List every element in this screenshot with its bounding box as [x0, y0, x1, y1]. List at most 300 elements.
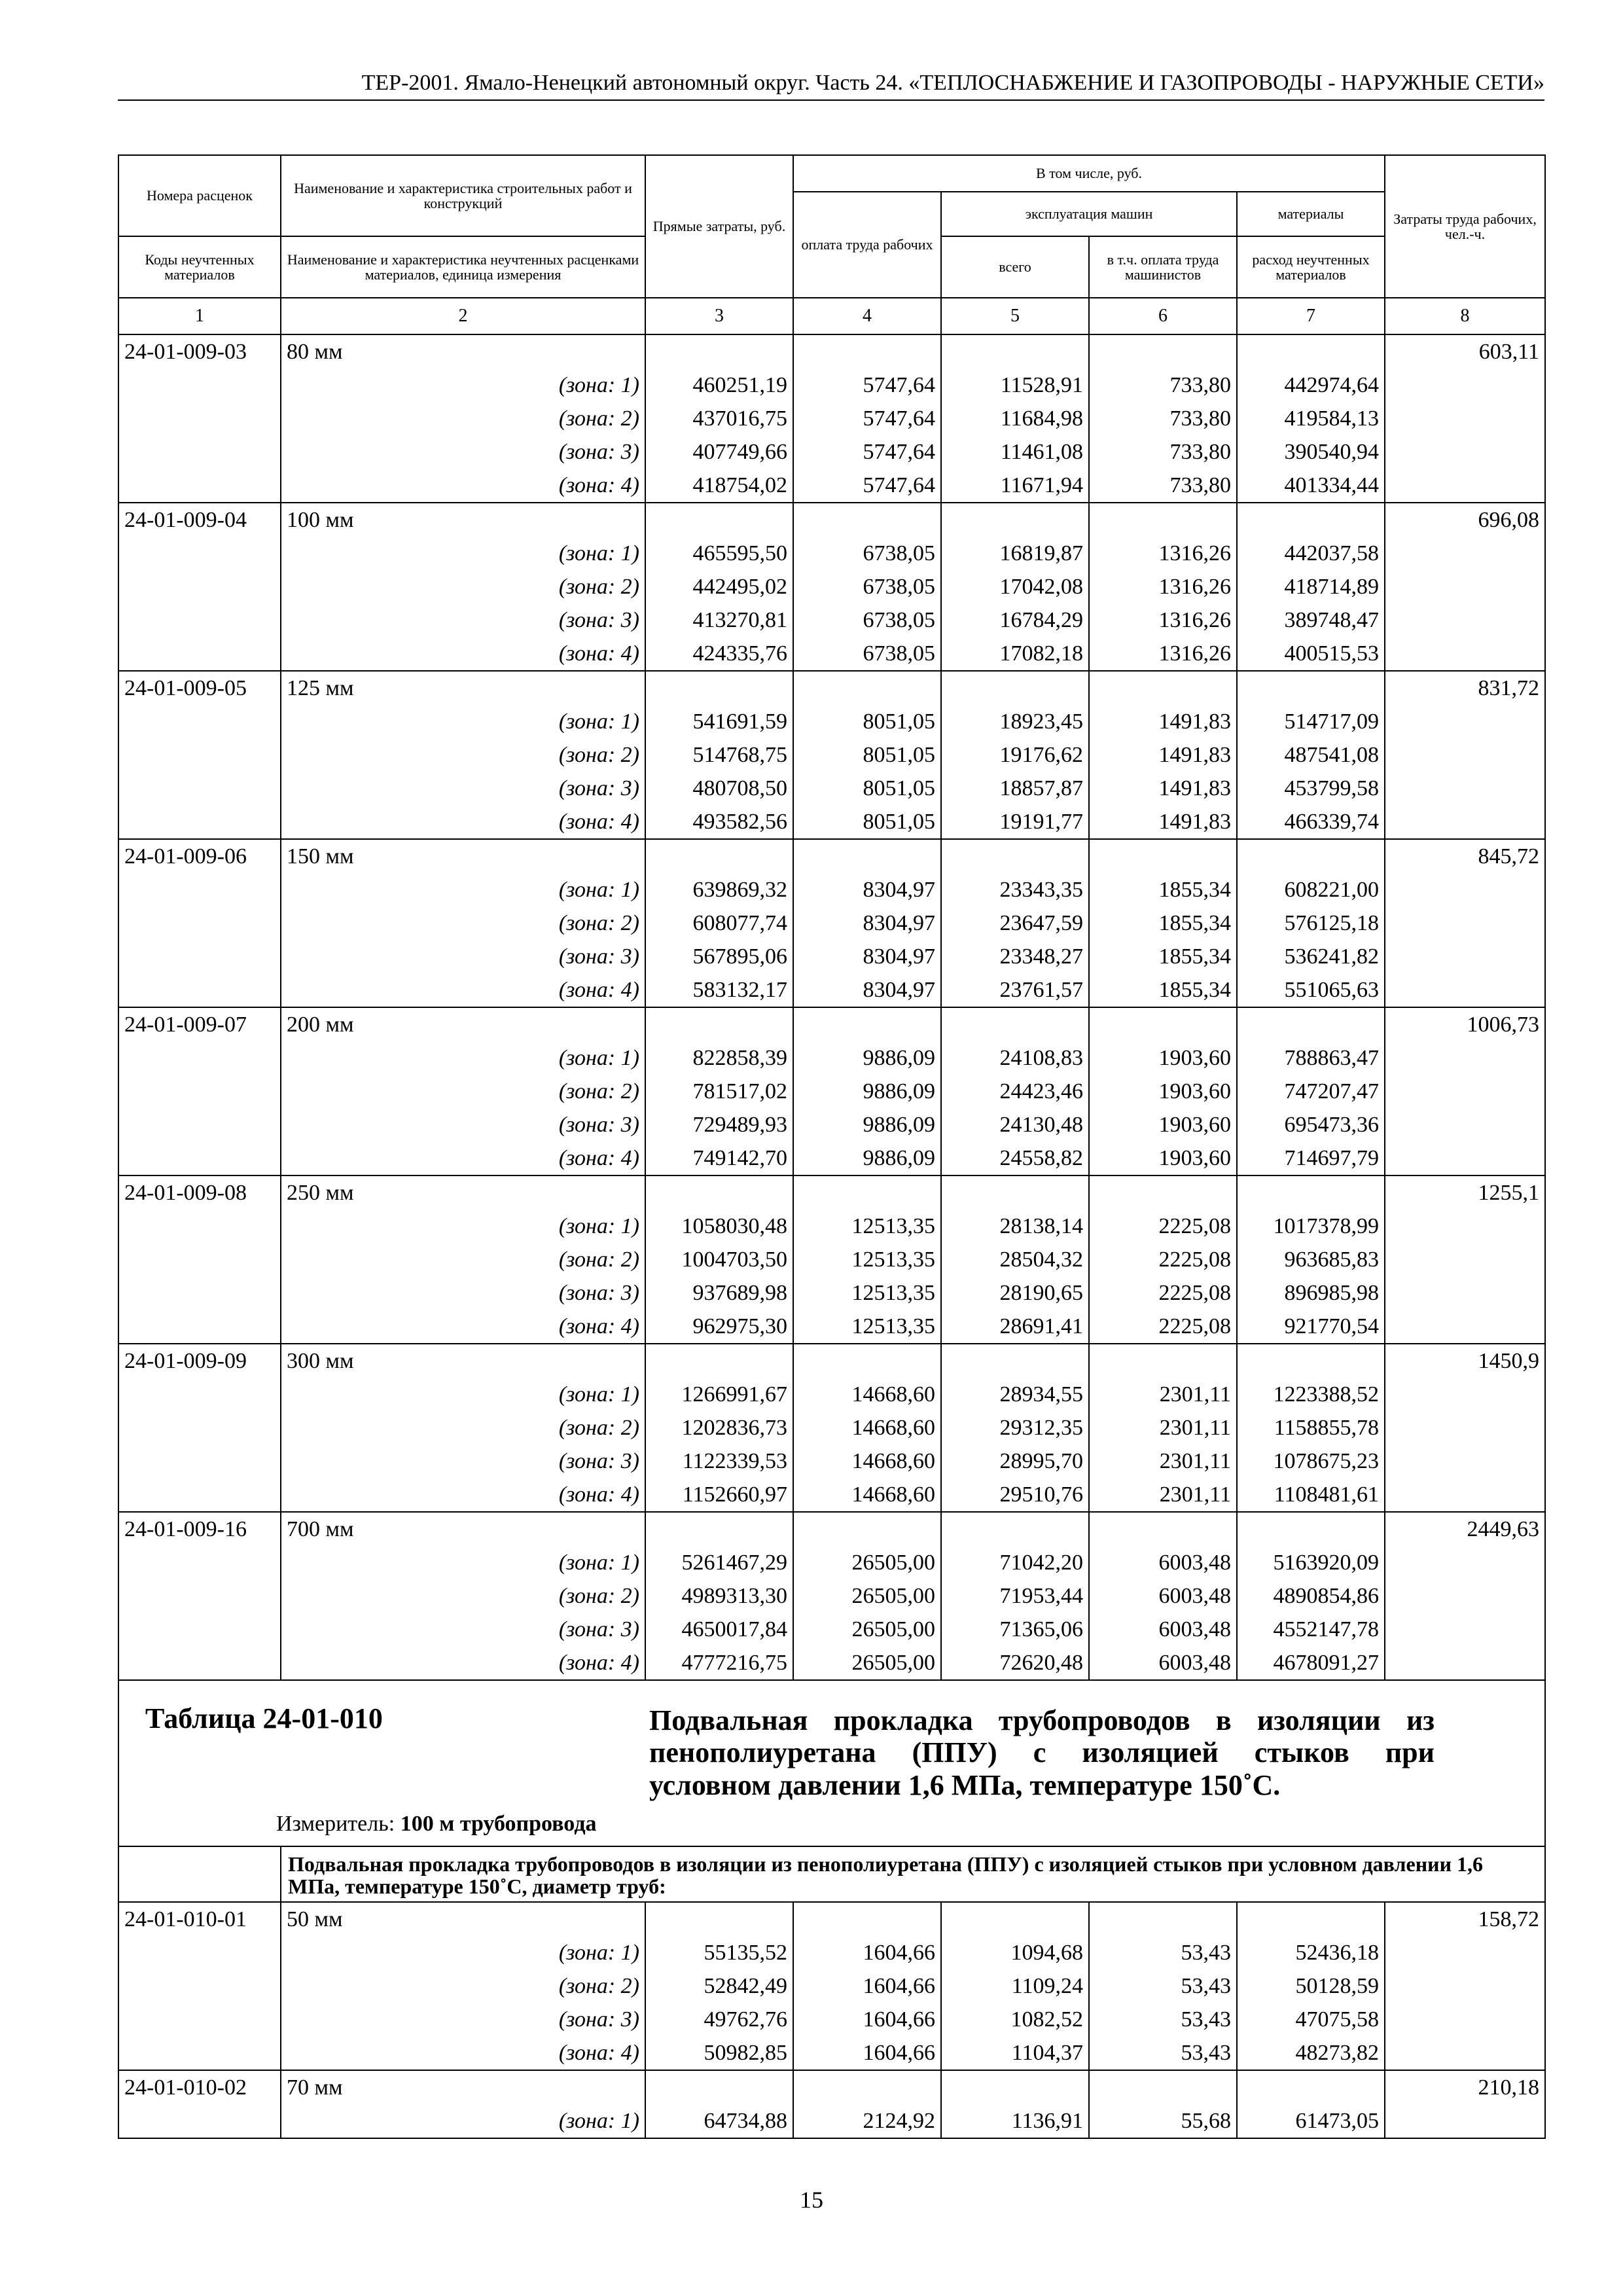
- machine-total-value: 19191,77: [941, 805, 1089, 839]
- worker-pay-value: 5747,64: [793, 368, 941, 402]
- zone-label: (зона: 3): [281, 1108, 645, 1141]
- operator-pay-value: 55,68: [1089, 2104, 1237, 2138]
- direct-costs-value: 4989313,30: [645, 1579, 793, 1613]
- worker-pay-value: 8051,05: [793, 705, 941, 738]
- worker-pay-value: 9886,09: [793, 1141, 941, 1175]
- machine-total-value: 28504,32: [941, 1243, 1089, 1276]
- machine-total-value: 1136,91: [941, 2104, 1089, 2138]
- empty-cell: [645, 1512, 793, 1546]
- operator-pay-value: 2301,11: [1089, 1478, 1237, 1512]
- col-number: 2: [281, 298, 645, 334]
- empty-cell: [1385, 1075, 1545, 1108]
- empty-cell: [793, 334, 941, 368]
- materials-value: 536241,82: [1237, 940, 1385, 973]
- zone-row: [118, 1444, 1545, 1478]
- materials-value: 1017378,99: [1237, 1210, 1385, 1243]
- worker-pay-value: 26505,00: [793, 1613, 941, 1646]
- empty-cell: [793, 1175, 941, 1210]
- empty-cell: [941, 1344, 1089, 1378]
- zone-label: (зона: 1): [281, 1378, 645, 1411]
- zone-row: [118, 1310, 1545, 1344]
- zone-label: (зона: 2): [281, 1243, 645, 1276]
- empty-cell: [118, 1276, 281, 1310]
- empty-cell: [1385, 973, 1545, 1007]
- zone-label: (зона: 3): [281, 1444, 645, 1478]
- worker-pay-value: 26505,00: [793, 1546, 941, 1579]
- empty-cell: [1385, 603, 1545, 637]
- worker-pay-value: 6738,05: [793, 603, 941, 637]
- rate-code: 24-01-009-16: [118, 1512, 281, 1546]
- table-title-cell: [118, 1680, 1545, 1846]
- empty-cell: [941, 671, 1089, 705]
- table-body-part-1: [118, 334, 1545, 1680]
- empty-cell: [118, 1579, 281, 1613]
- rate-entry-row: [118, 503, 1545, 537]
- machine-total-value: 18923,45: [941, 705, 1089, 738]
- col-header-labor-costs: Затраты труда рабочих, чел.-ч.: [1385, 155, 1545, 298]
- col-header-material-consumption: расход неучтенных материалов: [1237, 236, 1385, 298]
- empty-cell: [1237, 839, 1385, 873]
- empty-cell: [941, 1512, 1089, 1546]
- zone-label: (зона: 4): [281, 469, 645, 503]
- zone-row: [118, 705, 1545, 738]
- col-header-work-name: Наименование и характеристика строительных работ и конструкций: [281, 155, 645, 236]
- zone-label: (зона: 1): [281, 1041, 645, 1075]
- empty-cell: [118, 1041, 281, 1075]
- empty-cell: [941, 503, 1089, 537]
- empty-cell: [118, 738, 281, 772]
- direct-costs-value: 480708,50: [645, 772, 793, 805]
- operator-pay-value: 733,80: [1089, 402, 1237, 435]
- zone-label: (зона: 4): [281, 1646, 645, 1680]
- table-description-line-3: условном давлении 1,6 МПа, температуре 150˚С.: [649, 1768, 1281, 1801]
- machine-total-value: 71953,44: [941, 1579, 1089, 1613]
- empty-cell: [1385, 2036, 1545, 2070]
- empty-cell: [1385, 368, 1545, 402]
- empty-cell: [118, 705, 281, 738]
- worker-pay-value: 12513,35: [793, 1210, 941, 1243]
- materials-value: 4552147,78: [1237, 1613, 1385, 1646]
- empty-cell: [1089, 1344, 1237, 1378]
- empty-cell: [118, 805, 281, 839]
- rate-name: 50 мм: [281, 1902, 645, 1936]
- labor-cost: 2449,63: [1385, 1512, 1545, 1546]
- empty-cell: [118, 469, 281, 503]
- materials-value: 466339,74: [1237, 805, 1385, 839]
- operator-pay-value: 2225,08: [1089, 1276, 1237, 1310]
- zone-label: (зона: 4): [281, 973, 645, 1007]
- rate-code: 24-01-009-03: [118, 334, 281, 368]
- col-header-operator-pay: в т.ч. оплата труда машинистов: [1089, 236, 1237, 298]
- rate-name: 200 мм: [281, 1007, 645, 1041]
- col-number: 8: [1385, 298, 1545, 334]
- rate-entry-row: [118, 2070, 1545, 2104]
- operator-pay-value: 1316,26: [1089, 603, 1237, 637]
- worker-pay-value: 8304,97: [793, 940, 941, 973]
- empty-cell: [1385, 1969, 1545, 2003]
- table-body-part-2: [118, 1902, 1545, 2138]
- worker-pay-value: 1604,66: [793, 1969, 941, 2003]
- direct-costs-value: 514768,75: [645, 738, 793, 772]
- direct-costs-value: 1152660,97: [645, 1478, 793, 1512]
- empty-cell: [1237, 2070, 1385, 2104]
- zone-row: [118, 1478, 1545, 1512]
- operator-pay-value: 53,43: [1089, 2003, 1237, 2036]
- zone-row: [118, 1613, 1545, 1646]
- empty-cell: [645, 334, 793, 368]
- empty-cell: [645, 1007, 793, 1041]
- operator-pay-value: 1903,60: [1089, 1041, 1237, 1075]
- machine-total-value: 11671,94: [941, 469, 1089, 503]
- direct-costs-value: 465595,50: [645, 537, 793, 570]
- worker-pay-value: 6738,05: [793, 637, 941, 671]
- empty-cell: [1237, 671, 1385, 705]
- zone-label: (зона: 3): [281, 940, 645, 973]
- rate-name: 150 мм: [281, 839, 645, 873]
- col-number: 3: [645, 298, 793, 334]
- operator-pay-value: 1855,34: [1089, 940, 1237, 973]
- empty-cell: [1385, 1041, 1545, 1075]
- machine-total-value: 23761,57: [941, 973, 1089, 1007]
- operator-pay-value: 6003,48: [1089, 1546, 1237, 1579]
- col-header-including: В том числе, руб.: [793, 155, 1385, 192]
- materials-value: 61473,05: [1237, 2104, 1385, 2138]
- table-header: [118, 155, 1545, 334]
- empty-cell: [1385, 738, 1545, 772]
- zone-row: [118, 570, 1545, 603]
- zone-label: (зона: 3): [281, 603, 645, 637]
- machine-total-value: 24108,83: [941, 1041, 1089, 1075]
- empty-cell: [793, 1902, 941, 1936]
- materials-value: 608221,00: [1237, 873, 1385, 906]
- subheader-blank-cell: [118, 1846, 281, 1902]
- operator-pay-value: 6003,48: [1089, 1579, 1237, 1613]
- empty-cell: [1237, 1175, 1385, 1210]
- materials-value: 921770,54: [1237, 1310, 1385, 1344]
- direct-costs-value: 1202836,73: [645, 1411, 793, 1444]
- machine-total-value: 28934,55: [941, 1378, 1089, 1411]
- worker-pay-value: 5747,64: [793, 402, 941, 435]
- rates-table-wrapper: [118, 154, 1544, 2139]
- empty-cell: [941, 839, 1089, 873]
- worker-pay-value: 26505,00: [793, 1646, 941, 1680]
- empty-cell: [1089, 1902, 1237, 1936]
- empty-cell: [1385, 705, 1545, 738]
- empty-cell: [941, 334, 1089, 368]
- worker-pay-value: 8051,05: [793, 805, 941, 839]
- materials-value: 47075,58: [1237, 2003, 1385, 2036]
- table-title-row: [118, 1680, 1545, 1846]
- materials-value: 48273,82: [1237, 2036, 1385, 2070]
- worker-pay-value: 5747,64: [793, 435, 941, 469]
- machine-total-value: 1094,68: [941, 1936, 1089, 1969]
- materials-value: 963685,83: [1237, 1243, 1385, 1276]
- machine-total-value: 24423,46: [941, 1075, 1089, 1108]
- materials-value: 401334,44: [1237, 469, 1385, 503]
- direct-costs-value: 55135,52: [645, 1936, 793, 1969]
- empty-cell: [118, 603, 281, 637]
- empty-cell: [1385, 570, 1545, 603]
- empty-cell: [1385, 1936, 1545, 1969]
- empty-cell: [1385, 772, 1545, 805]
- rate-code: 24-01-009-05: [118, 671, 281, 705]
- empty-cell: [1089, 2070, 1237, 2104]
- zone-label: (зона: 3): [281, 435, 645, 469]
- direct-costs-value: 49762,76: [645, 2003, 793, 2036]
- worker-pay-value: 6738,05: [793, 570, 941, 603]
- table-description-line-2: из пенополиуретана (ППУ) с изоляцией стыков при: [649, 1704, 1435, 1769]
- zone-label: (зона: 3): [281, 772, 645, 805]
- zone-label: (зона: 1): [281, 537, 645, 570]
- empty-cell: [1385, 2104, 1545, 2138]
- rate-code: 24-01-009-04: [118, 503, 281, 537]
- empty-cell: [118, 1444, 281, 1478]
- empty-cell: [1089, 503, 1237, 537]
- zone-row: [118, 402, 1545, 435]
- rate-name: 700 мм: [281, 1512, 645, 1546]
- zone-label: (зона: 4): [281, 1478, 645, 1512]
- rate-name: 70 мм: [281, 2070, 645, 2104]
- empty-cell: [118, 570, 281, 603]
- operator-pay-value: 2225,08: [1089, 1210, 1237, 1243]
- zone-label: (зона: 1): [281, 873, 645, 906]
- col-header-worker-pay: оплата труда рабочих: [793, 192, 941, 298]
- empty-cell: [118, 1378, 281, 1411]
- rate-code: 24-01-009-09: [118, 1344, 281, 1378]
- empty-cell: [118, 2036, 281, 2070]
- worker-pay-value: 1604,66: [793, 1936, 941, 1969]
- machine-total-value: 29510,76: [941, 1478, 1089, 1512]
- machine-total-value: 1082,52: [941, 2003, 1089, 2036]
- measure-unit: [276, 1813, 597, 1835]
- machine-total-value: 28190,65: [941, 1276, 1089, 1310]
- operator-pay-value: 733,80: [1089, 469, 1237, 503]
- worker-pay-value: 14668,60: [793, 1478, 941, 1512]
- empty-cell: [1089, 1512, 1237, 1546]
- empty-cell: [118, 1243, 281, 1276]
- labor-cost: 158,72: [1385, 1902, 1545, 1936]
- zone-row: [118, 738, 1545, 772]
- empty-cell: [118, 537, 281, 570]
- empty-cell: [645, 839, 793, 873]
- zone-label: (зона: 2): [281, 1969, 645, 2003]
- zone-row: [118, 368, 1545, 402]
- zone-row: [118, 1546, 1545, 1579]
- empty-cell: [645, 1175, 793, 1210]
- zone-row: [118, 1276, 1545, 1310]
- zone-label: (зона: 2): [281, 1411, 645, 1444]
- labor-cost: 1450,9: [1385, 1344, 1545, 1378]
- empty-cell: [645, 2070, 793, 2104]
- empty-cell: [1385, 1210, 1545, 1243]
- empty-cell: [1385, 1276, 1545, 1310]
- zone-row: [118, 1646, 1545, 1680]
- rate-code: 24-01-009-07: [118, 1007, 281, 1041]
- rate-entry-row: [118, 1007, 1545, 1041]
- machine-total-value: 16819,87: [941, 537, 1089, 570]
- operator-pay-value: 1855,34: [1089, 973, 1237, 1007]
- worker-pay-value: 8304,97: [793, 906, 941, 940]
- zone-row: [118, 2036, 1545, 2070]
- zone-label: (зона: 4): [281, 637, 645, 671]
- materials-value: 576125,18: [1237, 906, 1385, 940]
- empty-cell: [1237, 1512, 1385, 1546]
- machine-total-value: 11684,98: [941, 402, 1089, 435]
- direct-costs-value: 583132,17: [645, 973, 793, 1007]
- column-number-row: [118, 298, 1545, 334]
- empty-cell: [1385, 1310, 1545, 1344]
- zone-label: (зона: 3): [281, 1613, 645, 1646]
- worker-pay-value: 14668,60: [793, 1444, 941, 1478]
- direct-costs-value: 608077,74: [645, 906, 793, 940]
- col-number: 1: [118, 298, 281, 334]
- empty-cell: [793, 2070, 941, 2104]
- empty-cell: [1385, 469, 1545, 503]
- operator-pay-value: 2301,11: [1089, 1378, 1237, 1411]
- materials-value: 695473,36: [1237, 1108, 1385, 1141]
- rate-entry-row: [118, 334, 1545, 368]
- empty-cell: [1089, 334, 1237, 368]
- table-number-title: Таблица 24-01-010: [145, 1702, 383, 1734]
- zone-row: [118, 1075, 1545, 1108]
- zone-label: (зона: 4): [281, 2036, 645, 2070]
- empty-cell: [1385, 906, 1545, 940]
- col-header-material-codes: Коды неучтенных материалов: [118, 236, 281, 298]
- zone-label: (зона: 2): [281, 738, 645, 772]
- empty-cell: [793, 839, 941, 873]
- empty-cell: [1089, 671, 1237, 705]
- empty-cell: [793, 503, 941, 537]
- section-subheader: Подвальная прокладка трубопроводов в изоляции из пенополиуретана (ППУ) с изоляцией стыков при условном давлении 1,6 МПа, температуре 150˚С, диаметр труб:: [281, 1846, 1545, 1902]
- table-description-line-1: Подвальная прокладка трубопроводов в изоляции: [649, 1704, 1381, 1736]
- rate-entry-row: [118, 671, 1545, 705]
- machine-total-value: 16784,29: [941, 603, 1089, 637]
- zone-row: [118, 1041, 1545, 1075]
- worker-pay-value: 9886,09: [793, 1075, 941, 1108]
- empty-cell: [118, 906, 281, 940]
- materials-value: 4678091,27: [1237, 1646, 1385, 1680]
- empty-cell: [118, 2003, 281, 2036]
- machine-total-value: 29312,35: [941, 1411, 1089, 1444]
- machine-total-value: 71365,06: [941, 1613, 1089, 1646]
- direct-costs-value: 460251,19: [645, 368, 793, 402]
- zone-label: (зона: 1): [281, 1210, 645, 1243]
- zone-row: [118, 973, 1545, 1007]
- empty-cell: [1385, 1378, 1545, 1411]
- zone-row: [118, 637, 1545, 671]
- operator-pay-value: 733,80: [1089, 435, 1237, 469]
- rate-entry-row: [118, 1512, 1545, 1546]
- worker-pay-value: 6738,05: [793, 537, 941, 570]
- empty-cell: [118, 973, 281, 1007]
- worker-pay-value: 9886,09: [793, 1108, 941, 1141]
- rate-entry-row: [118, 1175, 1545, 1210]
- direct-costs-value: 413270,81: [645, 603, 793, 637]
- empty-cell: [941, 1175, 1089, 1210]
- zone-label: (зона: 2): [281, 570, 645, 603]
- zone-row: [118, 805, 1545, 839]
- empty-cell: [1385, 1108, 1545, 1141]
- empty-cell: [118, 1075, 281, 1108]
- empty-cell: [118, 1478, 281, 1512]
- col-header-machine-total: всего: [941, 236, 1089, 298]
- table-section-header: [118, 1680, 1545, 1902]
- materials-value: 453799,58: [1237, 772, 1385, 805]
- machine-total-value: 18857,87: [941, 772, 1089, 805]
- machine-total-value: 23647,59: [941, 906, 1089, 940]
- materials-value: 1223388,52: [1237, 1378, 1385, 1411]
- operator-pay-value: 2301,11: [1089, 1411, 1237, 1444]
- labor-cost: 696,08: [1385, 503, 1545, 537]
- zone-row: [118, 1411, 1545, 1444]
- materials-value: 1158855,78: [1237, 1411, 1385, 1444]
- materials-value: 714697,79: [1237, 1141, 1385, 1175]
- empty-cell: [1237, 503, 1385, 537]
- materials-value: 896985,98: [1237, 1276, 1385, 1310]
- machine-total-value: 17082,18: [941, 637, 1089, 671]
- zone-row: [118, 1969, 1545, 2003]
- empty-cell: [118, 772, 281, 805]
- rate-name: 125 мм: [281, 671, 645, 705]
- zone-label: (зона: 3): [281, 2003, 645, 2036]
- col-number: 5: [941, 298, 1089, 334]
- zone-row: [118, 435, 1545, 469]
- direct-costs-value: 407749,66: [645, 435, 793, 469]
- empty-cell: [1385, 1141, 1545, 1175]
- zone-row: [118, 1141, 1545, 1175]
- zone-row: [118, 537, 1545, 570]
- direct-costs-value: 493582,56: [645, 805, 793, 839]
- materials-value: 400515,53: [1237, 637, 1385, 671]
- empty-cell: [1089, 1007, 1237, 1041]
- empty-cell: [1385, 940, 1545, 973]
- empty-cell: [118, 873, 281, 906]
- empty-cell: [1385, 435, 1545, 469]
- worker-pay-value: 1604,66: [793, 2003, 941, 2036]
- empty-cell: [1385, 537, 1545, 570]
- operator-pay-value: 53,43: [1089, 2036, 1237, 2070]
- materials-value: 50128,59: [1237, 1969, 1385, 2003]
- materials-value: 52436,18: [1237, 1936, 1385, 1969]
- empty-cell: [118, 1969, 281, 2003]
- operator-pay-value: 53,43: [1089, 1969, 1237, 2003]
- empty-cell: [118, 637, 281, 671]
- empty-cell: [1385, 873, 1545, 906]
- zone-row: [118, 2104, 1545, 2138]
- direct-costs-value: 567895,06: [645, 940, 793, 973]
- operator-pay-value: 1491,83: [1089, 705, 1237, 738]
- direct-costs-value: 781517,02: [645, 1075, 793, 1108]
- col-number: 6: [1089, 298, 1237, 334]
- operator-pay-value: 6003,48: [1089, 1613, 1237, 1646]
- operator-pay-value: 1903,60: [1089, 1108, 1237, 1141]
- machine-total-value: 1109,24: [941, 1969, 1089, 2003]
- materials-value: 1108481,61: [1237, 1478, 1385, 1512]
- direct-costs-value: 1266991,67: [645, 1378, 793, 1411]
- zone-row: [118, 1108, 1545, 1141]
- worker-pay-value: 1604,66: [793, 2036, 941, 2070]
- col-header-material-names: Наименование и характеристика неучтенных расценками материалов, единица измерения: [281, 236, 645, 298]
- machine-total-value: 11528,91: [941, 368, 1089, 402]
- zone-row: [118, 940, 1545, 973]
- worker-pay-value: 5747,64: [793, 469, 941, 503]
- rate-name: 300 мм: [281, 1344, 645, 1378]
- empty-cell: [118, 1613, 281, 1646]
- empty-cell: [1385, 1444, 1545, 1478]
- zone-row: [118, 1378, 1545, 1411]
- materials-value: 5163920,09: [1237, 1546, 1385, 1579]
- direct-costs-value: 4777216,75: [645, 1646, 793, 1680]
